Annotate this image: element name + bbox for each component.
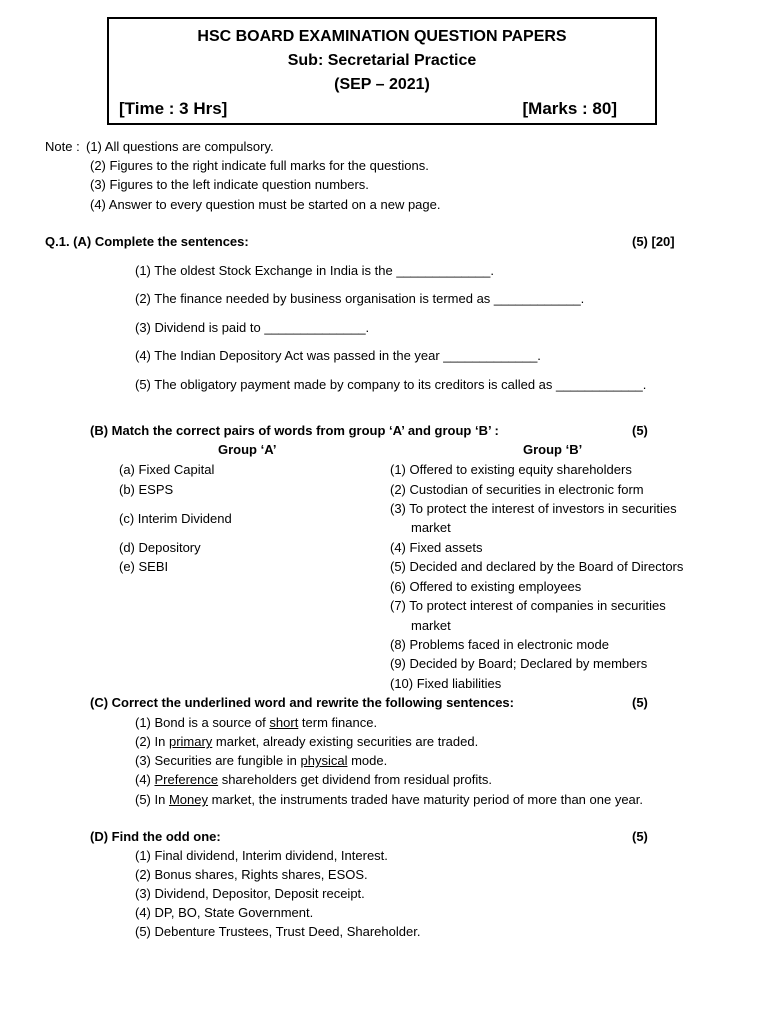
session-line: (SEP – 2021)	[334, 76, 430, 93]
q1a-item-3: (3) Dividend is paid to ______________.	[135, 320, 370, 335]
q1a-item-5: (5) The obligatory payment made by company to its creditors is called as ____________.	[135, 377, 647, 392]
group-b-item: (9) Decided by Board; Declared by members	[390, 656, 648, 671]
group-a-title: Group ‘A’	[218, 442, 277, 457]
group-a-item: (a) Fixed Capital	[119, 462, 215, 477]
q1d-heading: (D) Find the odd one:	[90, 829, 221, 844]
q1a-item-1: (1) The oldest Stock Exchange in India is the _____________.	[135, 263, 494, 278]
q1d-item-5: (5) Debenture Trustees, Trust Deed, Shareholder.	[135, 924, 421, 939]
group-b-item: (10) Fixed liabilities	[390, 676, 502, 691]
note-item-3: (3) Figures to the left indicate question numbers.	[90, 177, 369, 192]
header-box	[107, 17, 657, 125]
group-b-item-cont: market	[411, 618, 451, 633]
note-prefix: Note :	[45, 139, 80, 154]
group-b-item: (6) Offered to existing employees	[390, 579, 582, 594]
q1d-marks: (5)	[632, 829, 648, 844]
time-label: [Time : 3 Hrs]	[119, 99, 228, 118]
group-a-item: (e) SEBI	[119, 559, 169, 574]
group-b-item: (3) To protect the interest of investors in securities	[390, 501, 677, 516]
q1c-item-5: (5) In Money market, the instruments traded have maturity period of more than one year.	[135, 792, 643, 807]
group-b-item: (8) Problems faced in electronic mode	[390, 637, 609, 652]
group-a-item: (b) ESPS	[119, 482, 174, 497]
q1c-heading: (C) Correct the underlined word and rewrite the following sentences:	[90, 695, 514, 710]
q1b-heading: (B) Match the correct pairs of words from group ‘A’ and group ‘B’ :	[90, 423, 499, 438]
q1a-heading: Q.1. (A) Complete the sentences:	[45, 234, 249, 249]
q1d-item-2: (2) Bonus shares, Rights shares, ESOS.	[135, 867, 368, 882]
q1c-marks: (5)	[632, 695, 648, 710]
q1c-item-1: (1) Bond is a source of short term finance.	[135, 715, 378, 730]
q1c-item-3: (3) Securities are fungible in physical mode.	[135, 753, 388, 768]
group-b-item: (1) Offered to existing equity shareholders	[390, 462, 632, 477]
group-b-item: (7) To protect interest of companies in securities	[390, 598, 666, 613]
group-a-item: (d) Depository	[119, 540, 201, 555]
note-item-1: (1) All questions are compulsory.	[86, 139, 274, 154]
q1d-item-1: (1) Final dividend, Interim dividend, Interest.	[135, 848, 388, 863]
group-b-item-cont: market	[411, 520, 451, 535]
group-b-item: (2) Custodian of securities in electronic form	[390, 482, 644, 497]
note-item-2: (2) Figures to the right indicate full marks for the questions.	[90, 158, 429, 173]
group-b-item: (5) Decided and declared by the Board of Directors	[390, 559, 684, 574]
underlined-word: primary	[168, 734, 213, 749]
q1c-item-2: (2) In primary market, already existing securities are traded.	[135, 734, 479, 749]
subject-line: Sub: Secretarial Practice	[287, 52, 477, 69]
q1a-item-2: (2) The finance needed by business organisation is termed as ____________.	[135, 291, 585, 306]
q1a-marks: (5) [20]	[632, 234, 675, 249]
group-b-title: Group ‘B’	[523, 442, 583, 457]
q1d-item-3: (3) Dividend, Depositor, Deposit receipt.	[135, 886, 365, 901]
q1b-marks: (5)	[632, 423, 648, 438]
underlined-word: Money	[168, 792, 208, 807]
exam-title: HSC BOARD EXAMINATION QUESTION PAPERS	[197, 28, 567, 45]
group-a-item: (c) Interim Dividend	[119, 511, 232, 526]
underlined-word: short	[269, 715, 299, 730]
note-item-4: (4) Answer to every question must be started on a new page.	[90, 197, 441, 212]
marks-label: [Marks : 80]	[522, 99, 617, 118]
q1a-item-4: (4) The Indian Depository Act was passed in the year _____________.	[135, 348, 541, 363]
q1c-item-4: (4) Preference shareholders get dividend from residual profits.	[135, 772, 492, 787]
q1d-item-4: (4) DP, BO, State Government.	[135, 905, 314, 920]
underlined-word: physical	[300, 753, 348, 768]
group-b-item: (4) Fixed assets	[390, 540, 483, 555]
underlined-word: Preference	[154, 772, 219, 787]
